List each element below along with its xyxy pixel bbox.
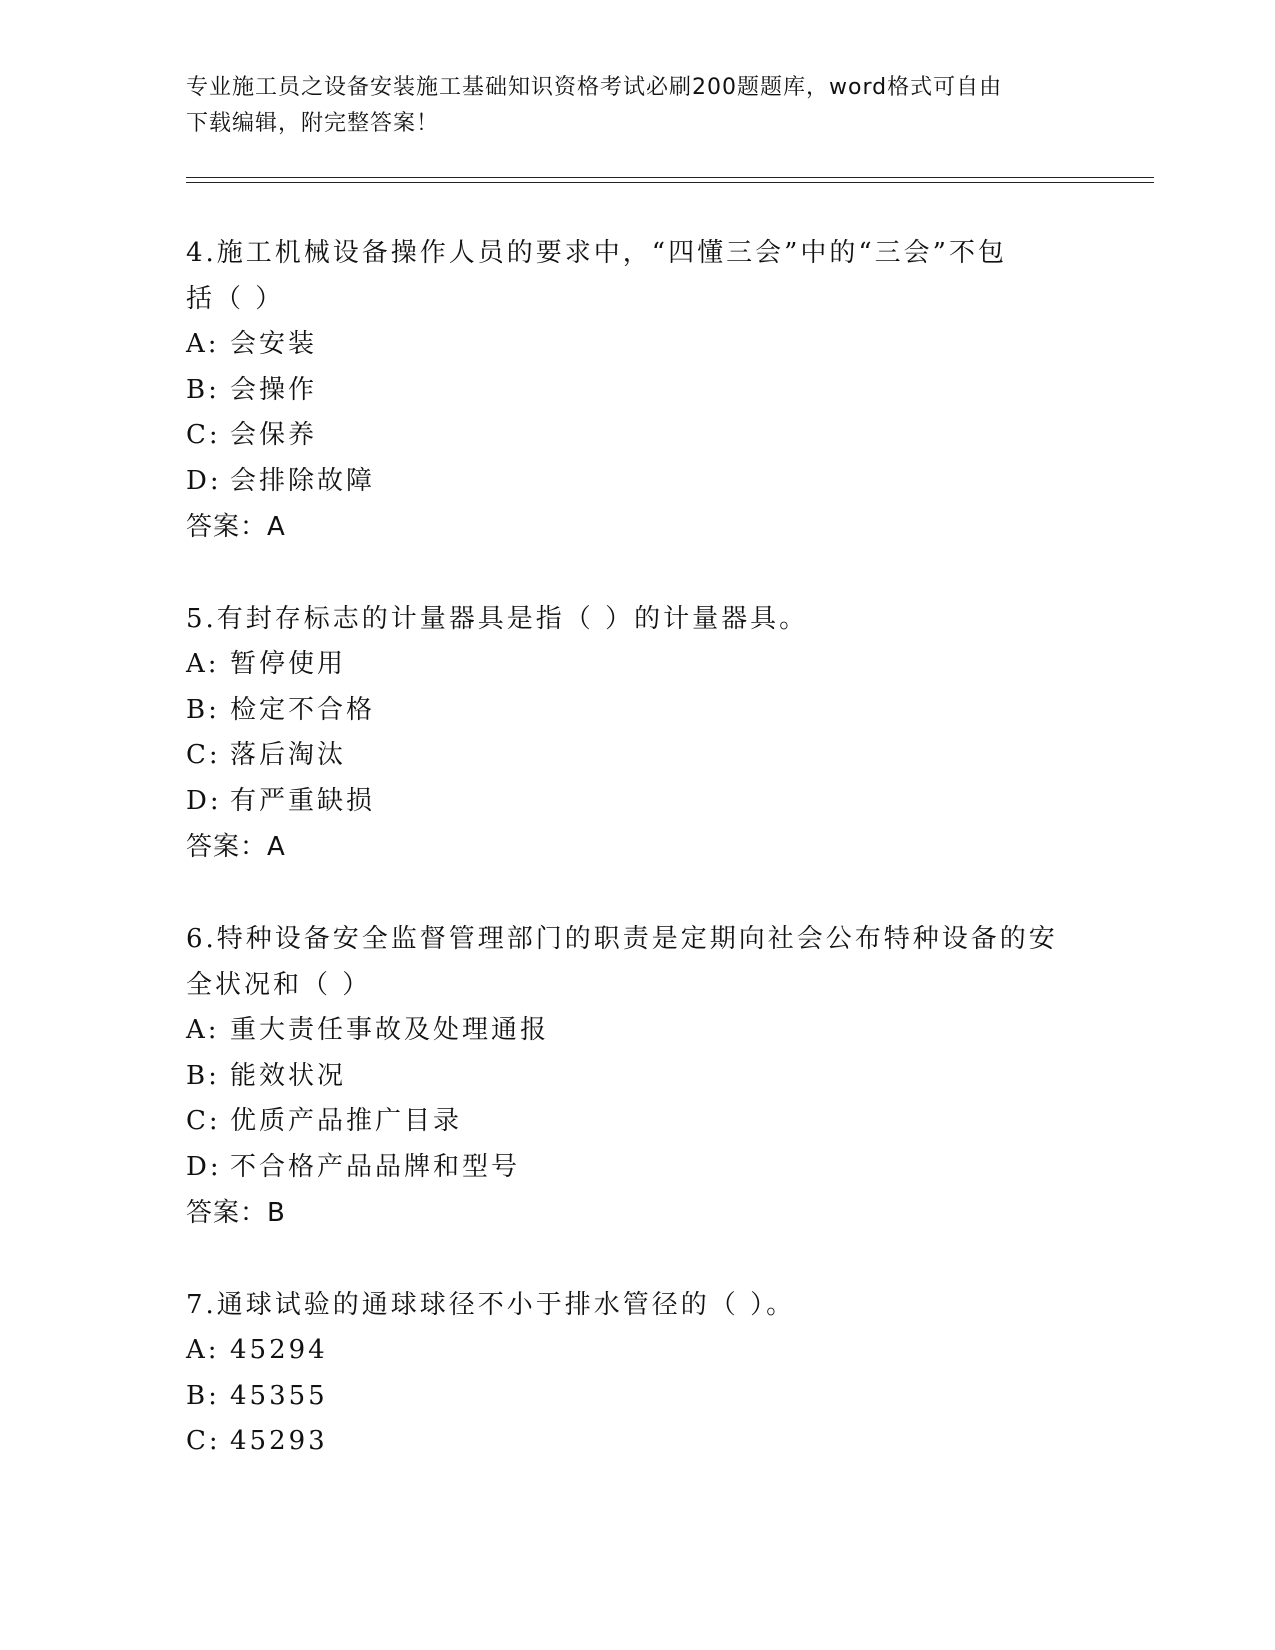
option-text: 会操作 — [230, 374, 318, 405]
option-b — [186, 1374, 1086, 1420]
option-letter: B: — [186, 694, 220, 725]
question-stem-line-1: 4.施工机械设备操作人员的要求中，“四懂三会”中的“三会”不包 — [186, 238, 1007, 268]
question-stem — [186, 916, 1086, 1008]
option-text: 45293 — [230, 1426, 328, 1456]
option-c — [186, 413, 1086, 459]
option-text: 落后淘汰 — [230, 740, 347, 770]
option-text: 能效状况 — [230, 1060, 347, 1091]
option-letter: D: — [186, 465, 222, 496]
option-text: 会安装 — [230, 329, 318, 359]
question-7 — [186, 1282, 1086, 1465]
document-header — [186, 70, 1066, 142]
question-stem-line-1: 7.通球试验的通球球径不小于排水管径的（ ）。 — [186, 1290, 796, 1320]
option-letter: B: — [186, 374, 220, 405]
question-stem-line-1: 6.特种设备安全监督管理部门的职责是定期向社会公布特种设备的安 — [186, 924, 1058, 954]
option-c — [186, 1099, 1086, 1145]
option-text: 45294 — [230, 1335, 328, 1365]
question-stem — [186, 596, 1086, 642]
question-5 — [186, 596, 1086, 870]
option-letter: B: — [186, 1060, 220, 1091]
option-d — [186, 459, 1086, 505]
question-stem-line-1: 5.有封存标志的计量器具是指（ ）的计量器具。 — [186, 604, 809, 634]
option-b — [186, 1054, 1086, 1100]
header-line-2: 下载编辑，附完整答案！ — [186, 111, 440, 136]
option-text: 重大责任事故及处理通报 — [230, 1015, 550, 1045]
option-text: 暂停使用 — [230, 649, 347, 679]
question-6 — [186, 916, 1086, 1236]
option-a — [186, 1328, 1086, 1374]
answer-value: A — [267, 832, 286, 862]
option-d — [186, 779, 1086, 825]
option-letter: C: — [186, 1426, 221, 1456]
option-letter: A: — [186, 1015, 220, 1045]
question-stem — [186, 230, 1086, 322]
option-text: 45355 — [230, 1380, 328, 1411]
option-text: 会保养 — [230, 420, 318, 450]
answer-label: 答案： — [186, 512, 268, 542]
option-a — [186, 322, 1086, 368]
option-letter: D: — [186, 785, 222, 816]
option-d — [186, 1145, 1086, 1191]
question-stem-line-2: 全状况和（ ） — [186, 970, 372, 1000]
answer-value: A — [267, 512, 286, 542]
option-text: 检定不合格 — [230, 694, 376, 725]
option-text: 优质产品推广目录 — [230, 1106, 463, 1136]
option-a — [186, 642, 1086, 688]
answer-line — [186, 1190, 1086, 1236]
question-list — [186, 230, 1086, 1511]
option-letter: A: — [186, 1335, 220, 1365]
option-letter: D: — [186, 1151, 222, 1182]
header-divider-bottom — [186, 182, 1154, 183]
answer-line — [186, 504, 1086, 550]
question-4 — [186, 230, 1086, 550]
option-text: 不合格产品品牌和型号 — [230, 1151, 521, 1182]
answer-label: 答案： — [186, 1198, 268, 1228]
header-line-1: 专业施工员之设备安装施工基础知识资格考试必刷200题题库，word格式可自由 — [186, 75, 1003, 100]
option-b — [186, 688, 1086, 734]
option-letter: C: — [186, 1106, 221, 1136]
option-c — [186, 1419, 1086, 1465]
answer-value: B — [267, 1198, 286, 1228]
option-letter: A: — [186, 329, 220, 359]
answer-label: 答案： — [186, 832, 268, 862]
option-text: 有严重缺损 — [230, 785, 376, 816]
question-stem — [186, 1282, 1086, 1328]
option-b — [186, 368, 1086, 414]
answer-line — [186, 824, 1086, 870]
option-letter: B: — [186, 1380, 220, 1411]
question-stem-line-2: 括（ ） — [186, 284, 285, 314]
option-a — [186, 1008, 1086, 1054]
header-divider-top — [186, 177, 1154, 178]
option-letter: C: — [186, 740, 221, 770]
option-c — [186, 733, 1086, 779]
option-text: 会排除故障 — [230, 465, 376, 496]
option-letter: C: — [186, 420, 221, 450]
option-letter: A: — [186, 649, 220, 679]
